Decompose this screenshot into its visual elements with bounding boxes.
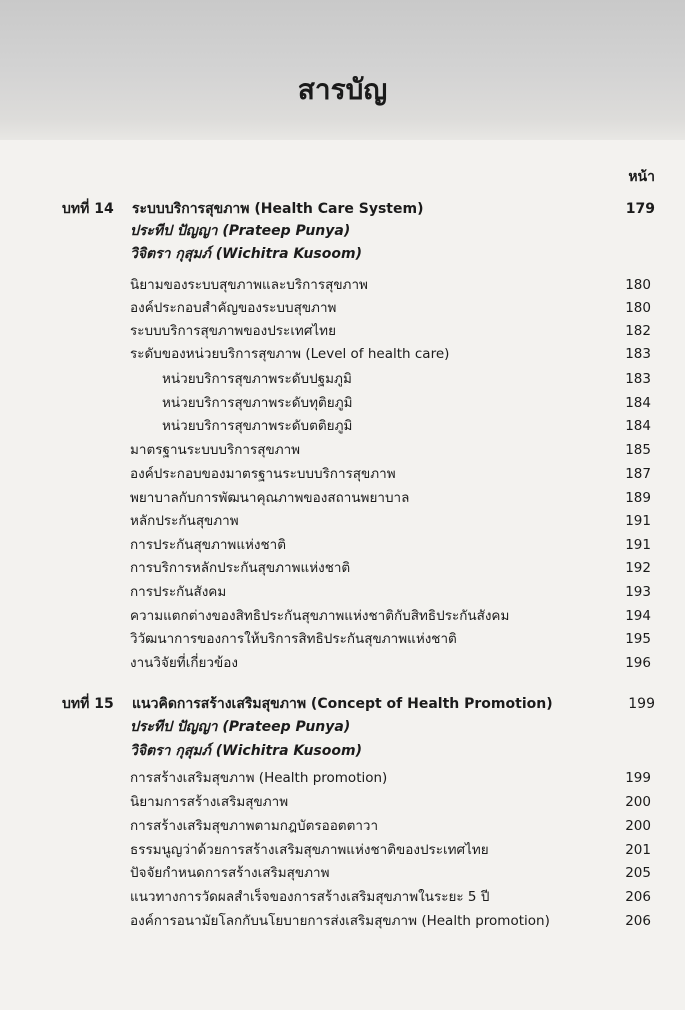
toc-entry-page: 192 (625, 560, 651, 576)
toc-entry-page: 200 (625, 818, 651, 834)
toc-entry-label: ความแตกต่างของสิทธิประกันสุขภาพแห่งชาติกับสิทธิประกันสังคม (130, 608, 510, 624)
chapter-page: 179 (625, 201, 655, 217)
toc-entry-page: 183 (625, 371, 651, 387)
toc-entry-page: 191 (625, 537, 651, 553)
toc-entry-label: การบริการหลักประกันสุขภาพแห่งชาติ (130, 560, 351, 576)
toc-entry-label: การสร้างเสริมสุขภาพ (Health promotion) (130, 770, 388, 786)
chapter-number: บทที่ 14 (62, 201, 114, 217)
chapter-heading[interactable] (62, 198, 655, 220)
toc-entry-page: 195 (625, 631, 651, 647)
toc-entry[interactable] (130, 861, 651, 883)
toc-entry[interactable] (130, 604, 651, 626)
toc-entry-page: 187 (625, 466, 651, 482)
toc-entry-page: 199 (625, 770, 651, 786)
toc-entry[interactable] (130, 273, 651, 295)
toc-entry-page: 182 (625, 323, 651, 339)
toc-entry-page: 183 (625, 346, 651, 362)
chapter-number: บทที่ 15 (62, 696, 114, 712)
toc-entry-page: 201 (625, 842, 651, 858)
chapter-page: 199 (628, 696, 655, 712)
toc-entry-page: 184 (625, 418, 651, 434)
toc-entry[interactable] (130, 342, 651, 364)
toc-entry-page: 193 (625, 584, 651, 600)
page-column-label: หน้า (628, 169, 655, 185)
toc-entry-label: การประกันสังคม (130, 584, 227, 600)
page-title: สารบัญ (297, 73, 388, 106)
toc-entry[interactable] (130, 909, 651, 931)
toc-subentry[interactable] (162, 391, 651, 413)
toc-entry-page: 184 (625, 395, 651, 411)
author-line: ประทีป ปัญญา (Prateep Punya) (130, 719, 351, 735)
toc-subentry[interactable] (162, 367, 651, 389)
toc-entry-label: หน่วยบริการสุขภาพระดับปฐมภูมิ (162, 371, 352, 387)
author-line: วิจิตรา กุสุมภ์ (Wichitra Kusoom) (130, 246, 362, 262)
toc-entry[interactable] (130, 556, 651, 578)
toc-entry-label: หน่วยบริการสุขภาพระดับทุติยภูมิ (162, 395, 353, 411)
toc-entry-label: องค์การอนามัยโลกกับนโยบายการส่งเสริมสุขภาพ (Health promotion) (130, 913, 550, 929)
toc-entry-page: 180 (625, 300, 651, 316)
toc-entry-page: 189 (625, 490, 651, 506)
toc-entry-label: องค์ประกอบสำคัญของระบบสุขภาพ (130, 300, 337, 316)
toc-entry-page: 185 (625, 442, 651, 458)
toc-entry-page: 206 (625, 889, 651, 905)
toc-entry[interactable] (130, 462, 651, 484)
toc-entry-label: องค์ประกอบของมาตรฐานระบบบริการสุขภาพ (130, 466, 396, 482)
toc-entry-label: การประกันสุขภาพแห่งชาติ (130, 537, 287, 553)
toc-entry-label: หน่วยบริการสุขภาพระดับตติยภูมิ (162, 418, 353, 434)
chapter-heading[interactable] (62, 693, 655, 715)
toc-entry[interactable] (130, 838, 651, 860)
toc-entry-label: ปัจจัยกำหนดการสร้างเสริมสุขภาพ (130, 865, 330, 881)
toc-entry-label: มาตรฐานระบบบริการสุขภาพ (130, 442, 301, 458)
toc-entry-label: นิยามของระบบสุขภาพและบริการสุขภาพ (130, 277, 368, 293)
toc-entry-label: หลักประกันสุขภาพ (130, 513, 239, 529)
toc-entry-page: 205 (625, 865, 651, 881)
toc-subentry[interactable] (162, 414, 651, 436)
toc-entry-label: การสร้างเสริมสุขภาพตามกฎบัตรออตตาวา (130, 818, 379, 834)
toc-entry[interactable] (130, 790, 651, 812)
toc-entry[interactable] (130, 627, 651, 649)
toc-entry-page: 196 (625, 655, 651, 671)
toc-entry[interactable] (130, 814, 651, 836)
toc-entry[interactable] (130, 509, 651, 531)
toc-entry[interactable] (130, 766, 651, 788)
toc-entry[interactable] (130, 885, 651, 907)
toc-entry-page: 180 (625, 277, 651, 293)
toc-entry-label: วิวัฒนาการของการให้บริการสิทธิประกันสุขภาพแห่งชาติ (130, 631, 457, 647)
author-line: ประทีป ปัญญา (Prateep Punya) (130, 223, 351, 239)
toc-entry[interactable] (130, 486, 651, 508)
chapter-title: แนวคิดการสร้างเสริมสุขภาพ (Concept of Health Promotion) (132, 696, 553, 712)
toc-entry-label: ธรรมนูญว่าด้วยการสร้างเสริมสุขภาพแห่งชาติของประเทศไทย (130, 842, 489, 858)
toc-entry-page: 200 (625, 794, 651, 810)
toc-entry-label: พยาบาลกับการพัฒนาคุณภาพของสถานพยาบาล (130, 490, 410, 506)
toc-entry-page: 191 (625, 513, 651, 529)
toc-entry-label: งานวิจัยที่เกี่ยวข้อง (130, 655, 238, 671)
toc-entry-page: 206 (625, 913, 651, 929)
toc-entry[interactable] (130, 580, 651, 602)
toc-entry-label: ระดับของหน่วยบริการสุขภาพ (Level of health care) (130, 346, 450, 362)
toc-entry-page: 194 (625, 608, 651, 624)
toc-entry-label: ระบบบริการสุขภาพของประเทศไทย (130, 323, 336, 339)
toc-entry[interactable] (130, 319, 651, 341)
toc-entry[interactable] (130, 651, 651, 673)
author-line: วิจิตรา กุสุมภ์ (Wichitra Kusoom) (130, 743, 362, 759)
toc-entry[interactable] (130, 533, 651, 555)
toc-entry-label: นิยามการสร้างเสริมสุขภาพ (130, 794, 289, 810)
toc-entry[interactable] (130, 438, 651, 460)
chapter-title: ระบบบริการสุขภาพ (Health Care System) (132, 201, 424, 217)
toc-entry-label: แนวทางการวัดผลสำเร็จของการสร้างเสริมสุขภาพในระยะ 5 ปี (130, 889, 490, 905)
toc-entry[interactable] (130, 296, 651, 318)
